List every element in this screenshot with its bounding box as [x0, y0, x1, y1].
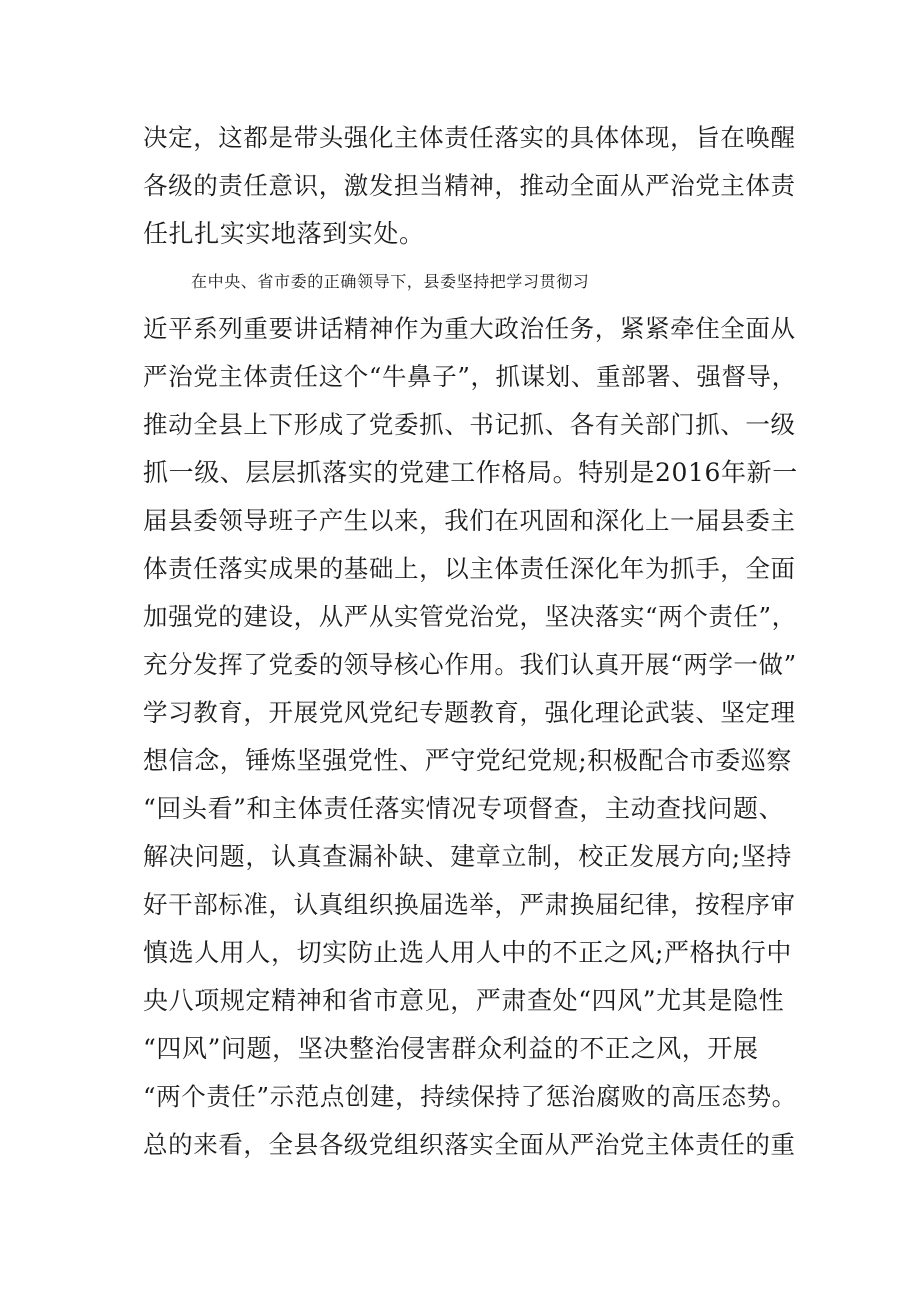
text-line-18: 慎选人用人，切实防止选人用人中的不正之风;严格执行中 [143, 938, 793, 967]
text-line-8: 抓一级、层层抓落实的党建工作格局。特别是2016年新一 [143, 458, 798, 487]
text-line-9: 届县委领导班子产生以来，我们在巩固和深化上一届县委主 [143, 506, 796, 535]
text-line-15: “回头看”和主体责任落实情况专项督查，主动查找问题、 [143, 794, 785, 823]
text-line-13: 学习教育，开展党风党纪专题教育，强化理论武装、坚定理 [143, 698, 796, 727]
text-line-21: “两个责任”示范点创建，持续保持了惩治腐败的高压态势。 [143, 1082, 797, 1111]
text-line-5: 近平系列重要讲话精神作为重大政治任务，紧紧牵住全面从 [143, 314, 796, 343]
text-line-3: 任扎扎实实地落到实处。 [143, 219, 425, 248]
text-line-7: 推动全县上下形成了党委抓、书记抓、各有关部门抓、一级 [143, 410, 796, 439]
text-line-16: 解决问题，认真查漏补缺、建章立制，校正发展方向;坚持 [143, 842, 793, 871]
text-line-14: 想信念，锤炼坚强党性、严守党纪党规;积极配合市委巡察 [143, 746, 793, 775]
text-line-20: “四风”问题，坚决整治侵害群众利益的不正之风，开展 [143, 1034, 759, 1063]
text-line-10: 体责任落实成果的基础上，以主体责任深化年为抓手，全面 [143, 554, 796, 583]
text-line-12: 充分发挥了党委的领导核心作用。我们认真开展“两学一做” [143, 650, 797, 679]
text-line-11: 加强党的建设，从严从实管党治党，坚决落实“两个责任”， [143, 602, 797, 631]
text-line-22: 总的来看，全县各级党组织落实全面从严治党主体责任的重 [143, 1130, 796, 1159]
text-line-6: 严治党主体责任这个“牛鼻子”，抓谋划、重部署、强督导， [143, 362, 797, 391]
text-line-4-paragraph-start: 在中央、省市委的正确领导下，县委坚持把学习贯彻习 [191, 272, 590, 291]
text-line-19: 央八项规定精神和省市意见，严肃查处“四风”尤其是隐性 [143, 986, 785, 1015]
text-line-17: 好干部标准，认真组织换届选举，严肃换届纪律，按程序审 [143, 890, 796, 919]
text-line-1: 决定，这都是带头强化主体责任落实的具体体现，旨在唤醒 [143, 123, 796, 152]
text-line-2: 各级的责任意识，激发担当精神，推动全面从严治党主体责 [143, 171, 796, 200]
